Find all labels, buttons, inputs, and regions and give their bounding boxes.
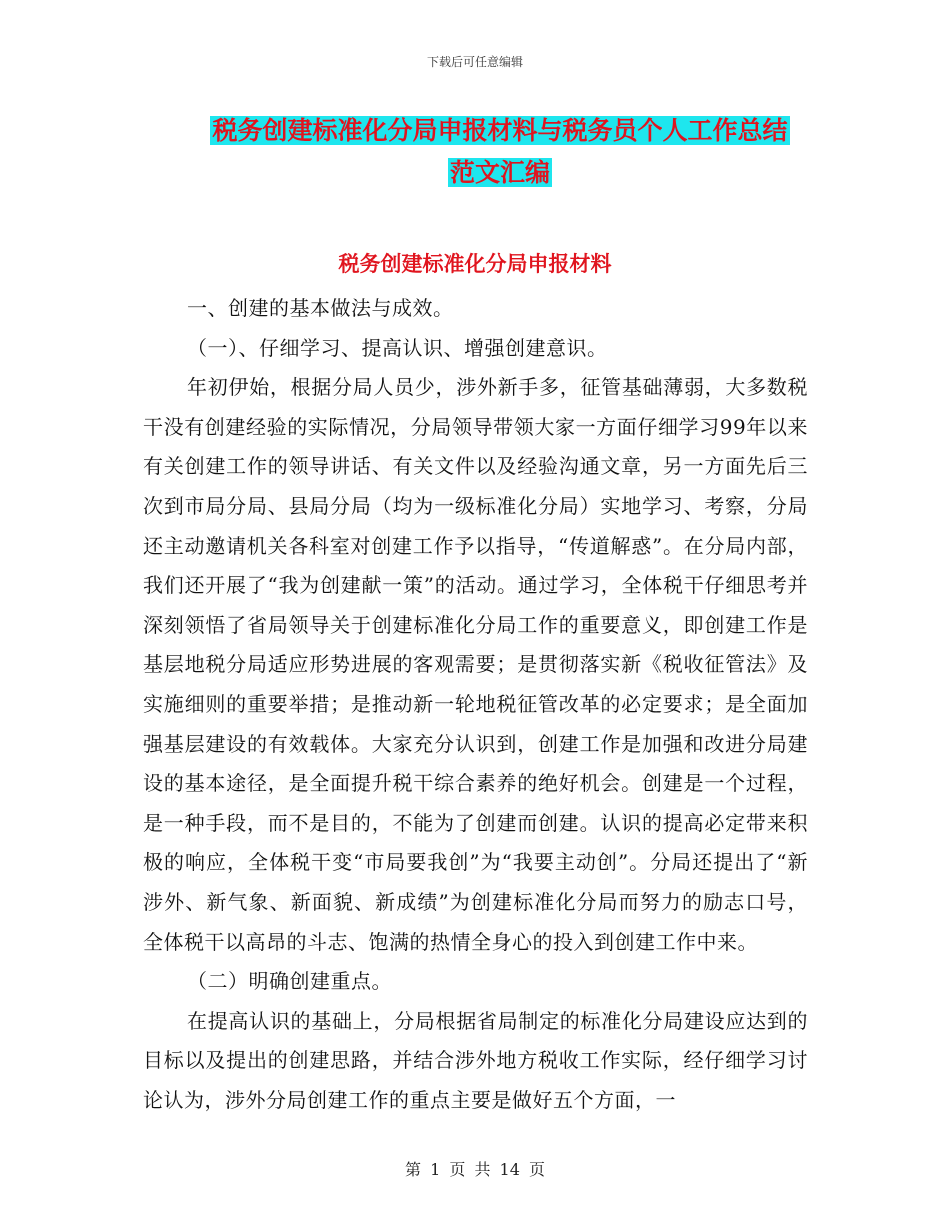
document-body: [143, 289, 808, 1120]
document-title: [140, 110, 860, 194]
header-note: 下载后可任意编辑: [426, 55, 523, 69]
document-title-line-1: 税务创建标准化分局申报材料与税务员个人工作总结: [212, 116, 788, 145]
document-title-line-2: 范文汇编: [449, 158, 550, 187]
paragraph-2: 在提高认识的基础上，分局根据省局制定的标准化分局建设应达到的目标以及提出的创建思路，并结合涉外地方税收工作实际，经仔细学习讨论认为，涉外分局创建工作的重点主要是做好五个方面，一: [143, 1008, 808, 1112]
heading-level-1: 一、创建的基本做法与成效。: [187, 296, 454, 320]
page-footer: 第 1 页 共 14 页: [405, 1160, 545, 1179]
section-title: 税务创建标准化分局申报材料: [338, 252, 612, 276]
paragraph-1: 年初伊始，根据分局人员少，涉外新手多，征管基础薄弱，大多数税干没有创建经验的实际情况，分局领导带领大家一方面仔细学习99年以来有关创建工作的领导讲话、有关文件以及经验沟通文章，另一方面先后三次到市局分局、县局分局（均为一级标准化分局）实地学习、考察，分局还主动邀请机关各科室对创建工作予以指导，“传道解惑”。在分局内部，我们还开展了“我为创建献一策”的活动。通过学习，全体税干仔细思考并深刻领悟了省局领导关于创建标准化分局工作的重要意义，即创建工作是基层地税分局适应形势进展的客观需要；是贯彻落实新《税收征管法》及实施细则的重要举措；是推动新一轮地税征管改革的必定要求；是全面加强基层建设的有效载体。大家充分认识到，创建工作是加强和改进分局建设的基本途径，是全面提升税干综合素养的绝好机会。创建是一个过程，是一种手段，而不是目的，不能为了创建而创建。认识的提高必定带来积极的响应，全体税干变“市局要我创”为“我要主动创”。分局还提出了“新涉外、新气象、新面貌、新成绩”为创建标准化分局而努力的励志口号，全体税干以高昂的斗志、饱满的热情全身心的投入到创建工作中来。: [143, 375, 808, 954]
heading-level-2-first: （一）、仔细学习、提高认识、增强创建意识。: [187, 335, 608, 360]
heading-level-2-second: （二）明确创建重点。: [187, 969, 392, 994]
